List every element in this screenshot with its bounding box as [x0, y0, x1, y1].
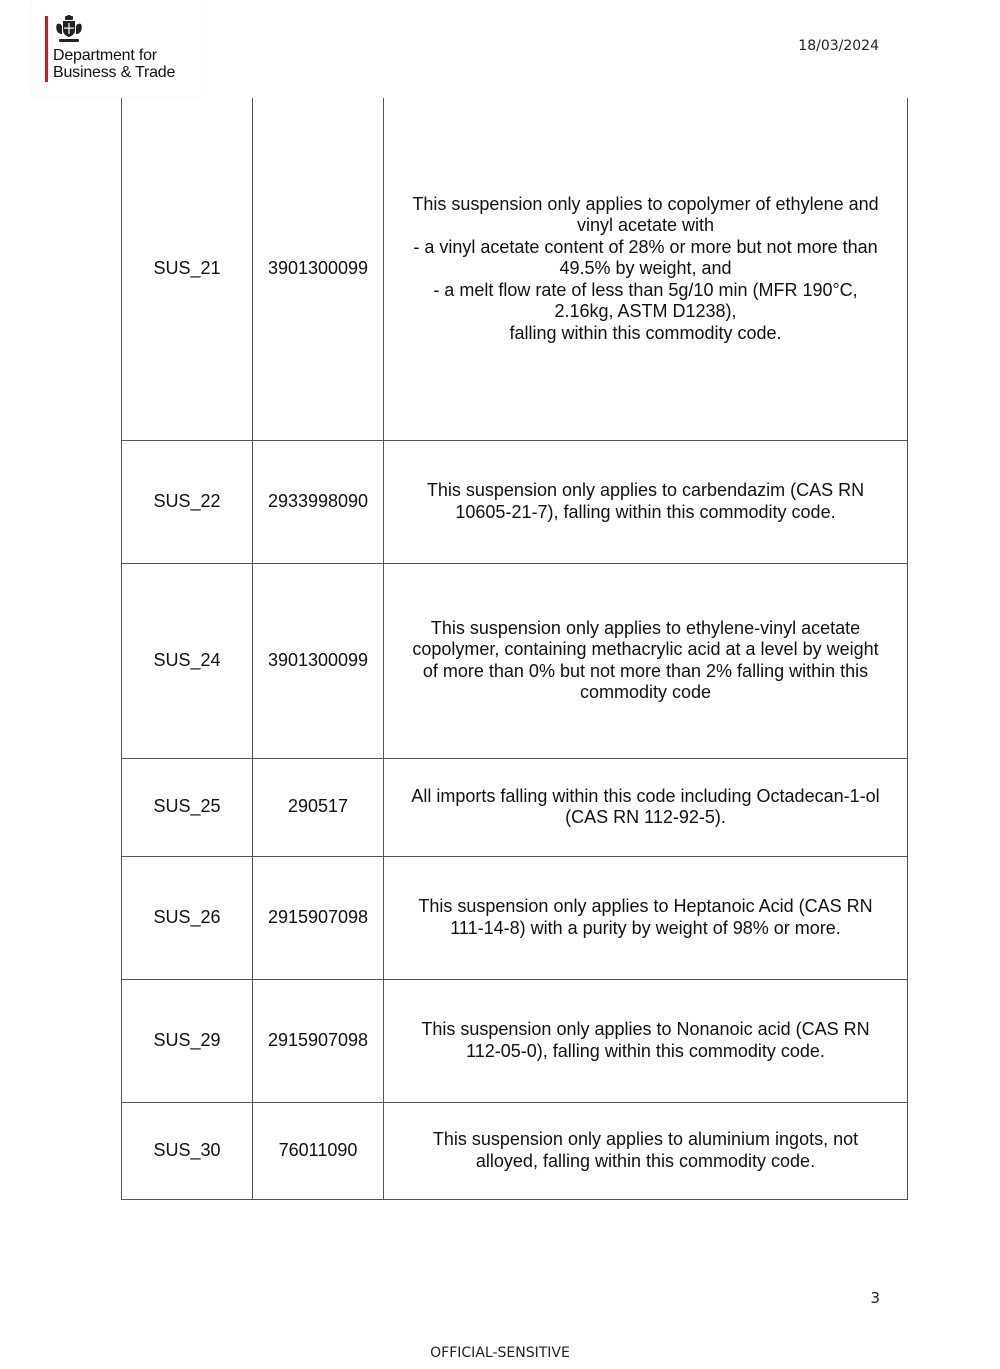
- description-line: 112-05-0), falling within this commodity code.: [466, 1040, 825, 1061]
- commodity-code: 2933998090: [253, 440, 384, 563]
- suspension-description: [384, 758, 908, 856]
- description-line: This suspension only applies to Nonanoic acid (CAS RN: [421, 1019, 870, 1039]
- description-line: alloyed, falling within this commodity code.: [475, 1150, 816, 1171]
- table-row: [122, 98, 908, 440]
- commodity-code: 290517: [253, 758, 384, 856]
- table-row: [122, 440, 908, 563]
- suspension-id: SUS_22: [122, 440, 253, 563]
- suspension-id: SUS_25: [122, 758, 253, 856]
- suspension-description: [384, 1102, 908, 1199]
- suspension-id: SUS_24: [122, 563, 253, 758]
- description-line: - a vinyl acetate content of 28% or more but not more than: [413, 236, 878, 257]
- table-row: [122, 979, 908, 1102]
- commodity-code: 76011090: [253, 1102, 384, 1199]
- suspension-description: [384, 440, 908, 563]
- commodity-code: 3901300099: [253, 563, 384, 758]
- description-line: This suspension only applies to copolymer of ethylene and: [412, 193, 879, 214]
- description-line: commodity code: [579, 682, 712, 702]
- suspension-description: [384, 856, 908, 979]
- description-line: of more than 0% but not more than 2% falling within this: [422, 660, 869, 681]
- document-date: 18/03/2024: [798, 38, 879, 54]
- department-name: Department for Business & Trade: [53, 47, 176, 81]
- description-line: 2.16kg, ASTM D1238),: [554, 301, 737, 321]
- page-number: 3: [870, 1289, 880, 1307]
- suspension-description: [384, 563, 908, 758]
- table-row: [122, 758, 908, 856]
- description-line: This suspension only applies to ethylene-vinyl acetate: [430, 617, 861, 638]
- description-line: copolymer, containing methacrylic acid at a level by weight: [412, 639, 879, 659]
- description-line: This suspension only applies to aluminium ingots, not: [432, 1129, 859, 1149]
- suspension-id: SUS_29: [122, 979, 253, 1102]
- description-line: vinyl acetate with: [576, 215, 715, 235]
- description-line: 10605-21-7), falling within this commodity code.: [455, 501, 836, 522]
- suspension-table: [121, 98, 908, 1200]
- description-line: 111-14-8) with a purity by weight of 98% or more.: [450, 917, 841, 938]
- suspension-id: SUS_30: [122, 1102, 253, 1199]
- table-row: [122, 1102, 908, 1199]
- suspension-id: SUS_21: [122, 98, 253, 440]
- description-line: This suspension only applies to Heptanoic Acid (CAS RN: [418, 896, 873, 916]
- commodity-code: 2915907098: [253, 979, 384, 1102]
- royal-crest-icon: [54, 15, 84, 45]
- suspension-description: [384, 98, 908, 440]
- description-line: falling within this commodity code.: [509, 322, 782, 343]
- logo-accent-bar: [45, 16, 48, 82]
- suspension-id: SUS_26: [122, 856, 253, 979]
- security-classification: OFFICIAL-SENSITIVE: [430, 1345, 570, 1361]
- table-row: [122, 856, 908, 979]
- description-line: - a melt flow rate of less than 5g/10 min (MFR 190°C,: [433, 279, 858, 300]
- description-line: (CAS RN 112-92-5).: [565, 807, 726, 827]
- suspension-description: [384, 979, 908, 1102]
- commodity-code: 3901300099: [253, 98, 384, 440]
- commodity-code: 2915907098: [253, 856, 384, 979]
- description-line: 49.5% by weight, and: [559, 258, 732, 278]
- description-line: All imports falling within this code including Octadecan-1-ol: [411, 785, 880, 806]
- description-line: This suspension only applies to carbendazim (CAS RN: [426, 480, 865, 500]
- table-row: [122, 563, 908, 758]
